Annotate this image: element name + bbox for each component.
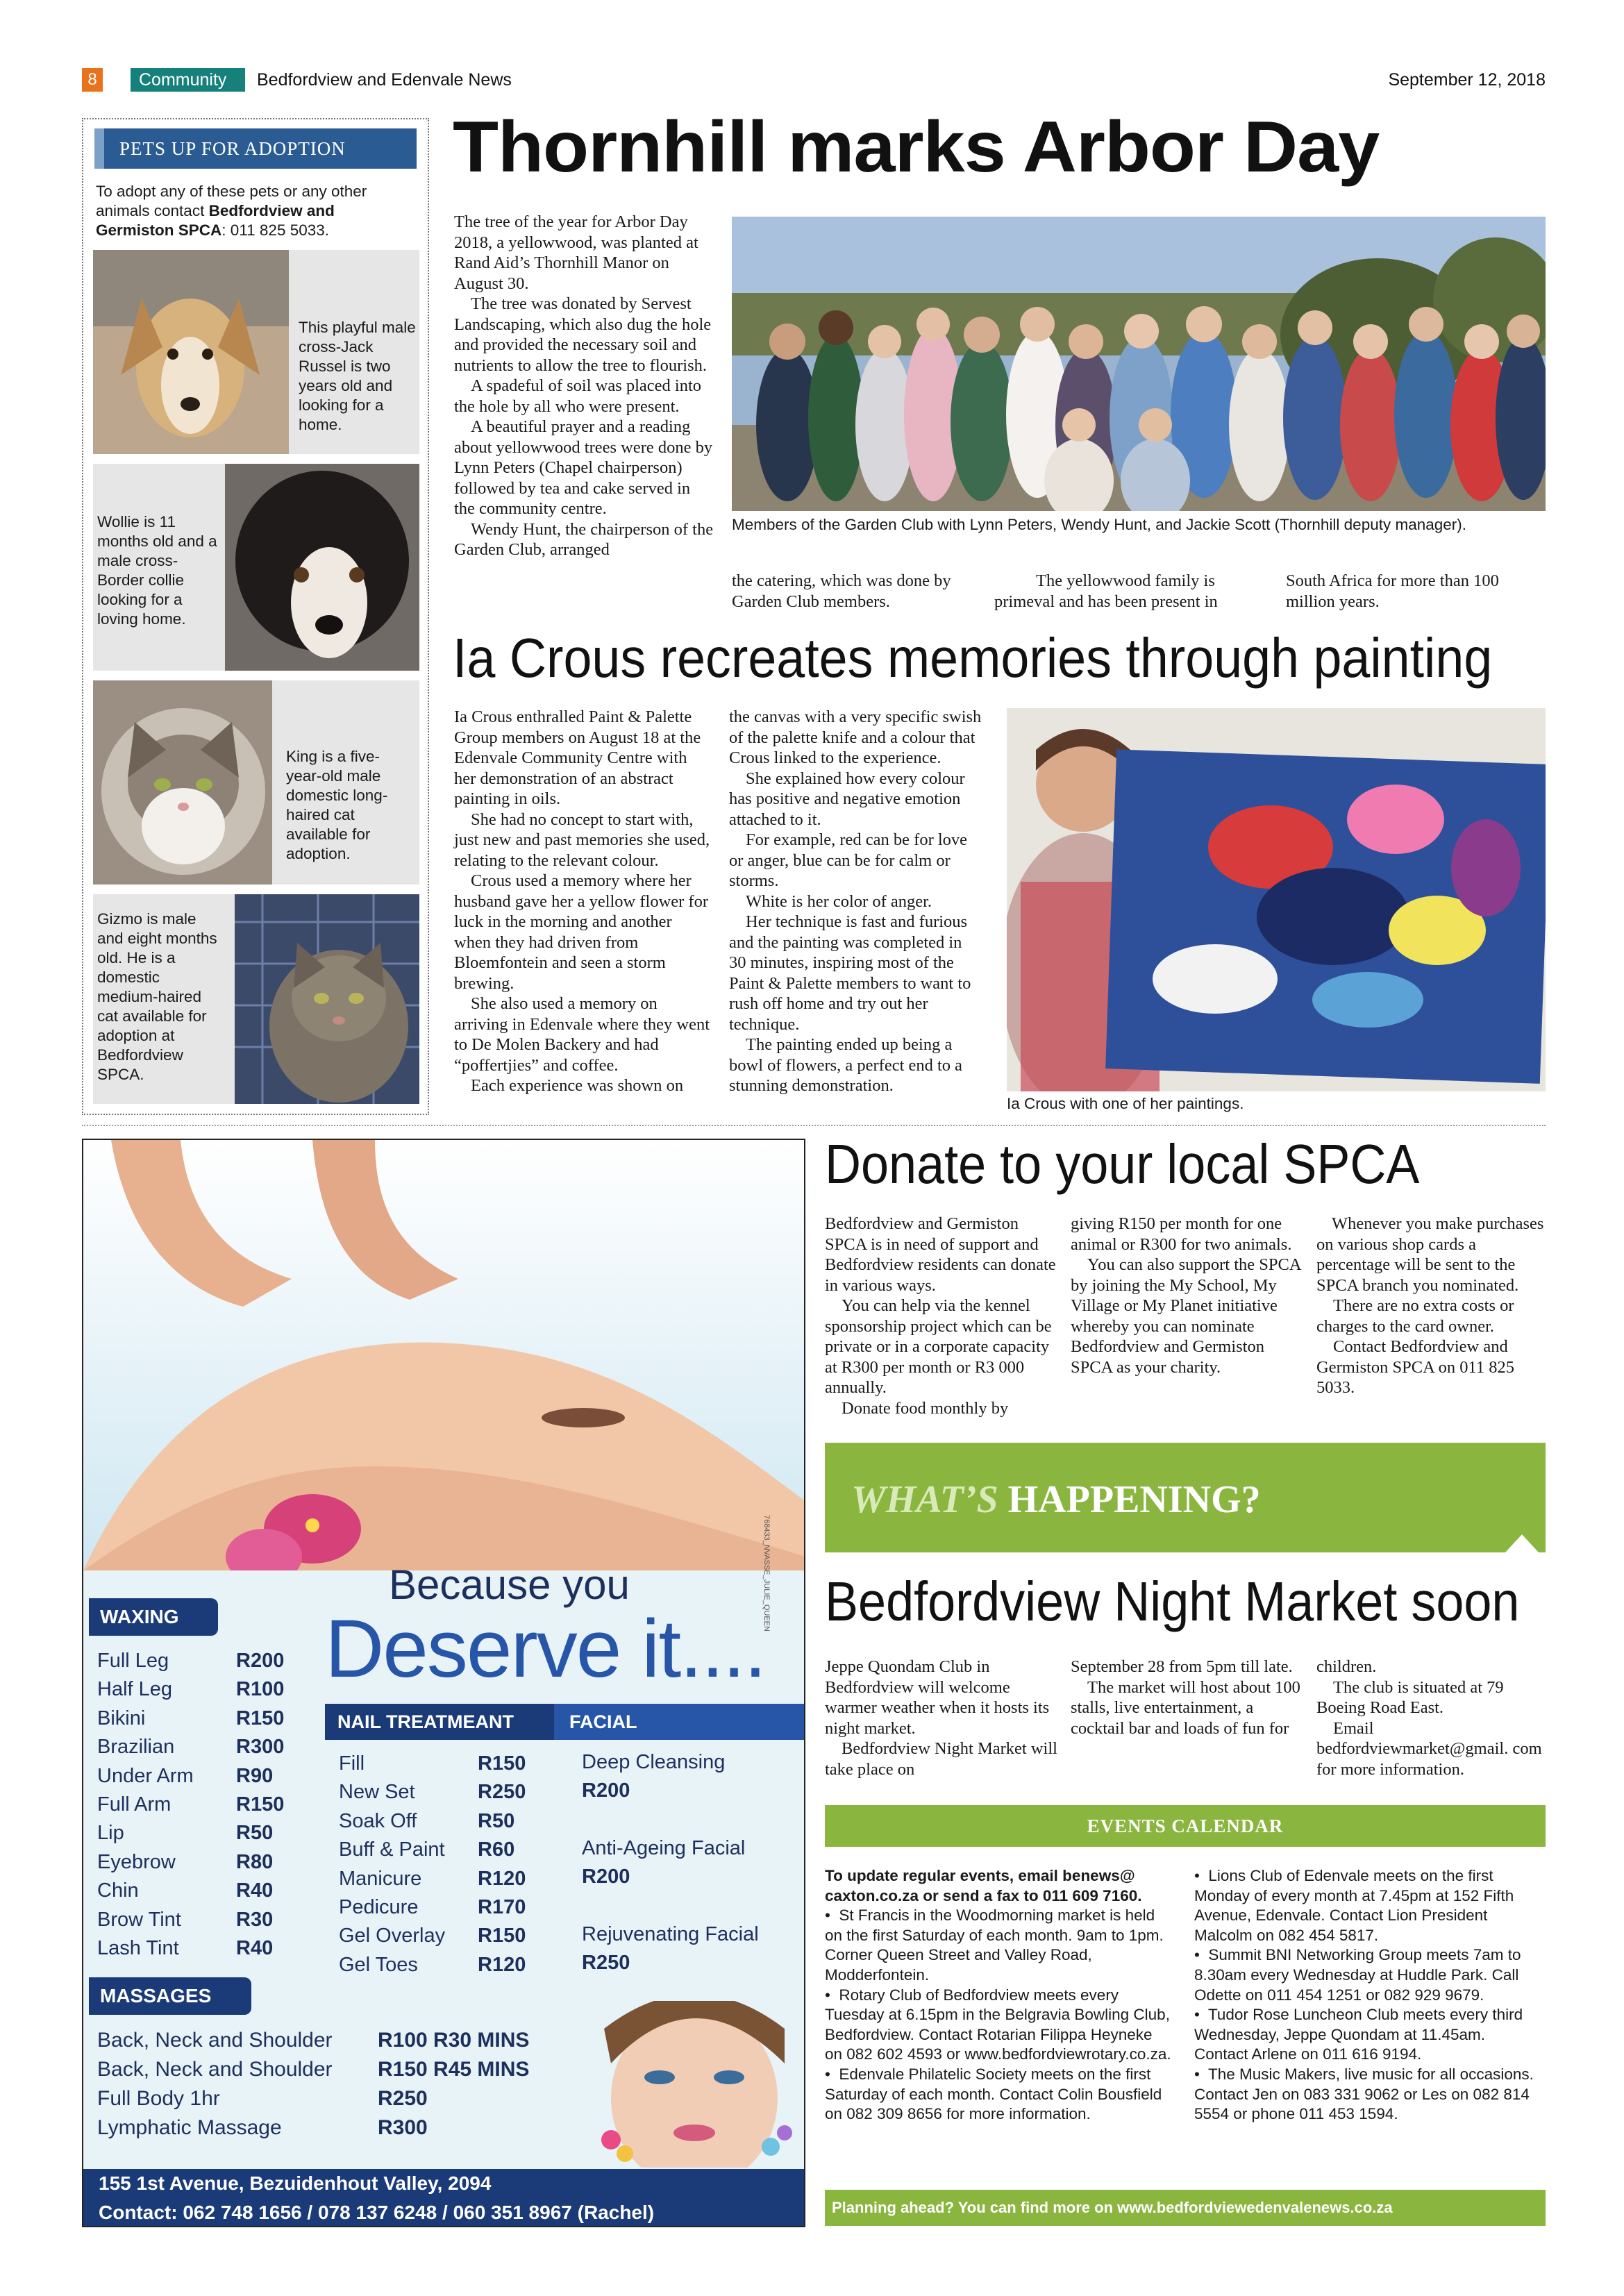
arbor-photo-caption: Members of the Garden Club with Lynn Peters, Wendy Hunt, and Jackie Scott (Thornhill deputy manager). xyxy=(732,516,1467,533)
paragraph: A beautiful prayer and a reading about yellowwood trees were done by Lynn Peters (Chapel chairperson) followed by tea and cake served in the community centre. xyxy=(454,417,713,518)
spacer xyxy=(582,1805,804,1834)
paragraph: September 28 from 5pm till late. xyxy=(1071,1657,1293,1676)
paragraph: Contact Bedfordview and Germiston SPCA on 011 825 5033. xyxy=(1316,1337,1514,1397)
price-row: Half Leg R100 xyxy=(97,1678,285,1701)
crous-column-2 xyxy=(729,707,983,1096)
waxing-list xyxy=(97,1647,326,1963)
paragraph: The club is situated at 79 Boeing Road East. xyxy=(1316,1677,1504,1717)
paragraph: The yellowwood family is primeval and has been present in xyxy=(994,571,1218,611)
collie-photo xyxy=(225,464,419,671)
paragraph: White is her color of anger. xyxy=(746,891,932,911)
pet-caption: This playful male cross-Jack Russel is two years old and looking for a home. xyxy=(299,319,416,433)
price-row: Soak Off R50 xyxy=(339,1809,515,1832)
price-row: Gel Toes R120 xyxy=(339,1953,526,1976)
events-calendar-bar: EVENTS CALENDAR xyxy=(825,1805,1546,1847)
page-number: 8 xyxy=(82,68,103,92)
price-row: Back, Neck and Shoulder R100 R30 MINS xyxy=(97,2029,530,2052)
paragraph: Bedfordview Night Market will take place on xyxy=(825,1739,1057,1779)
facial-item: Rejuvenating Facial xyxy=(582,1923,759,1945)
model-face-illustration xyxy=(583,2001,803,2168)
banner-tab-notch xyxy=(1498,1525,1546,1552)
paragraph: South Africa for more than 100 million years. xyxy=(1286,571,1499,611)
price-row: Buff & Paint R60 xyxy=(339,1838,515,1861)
paragraph: Crous used a memory where her husband gave her a yellow flower for luck in the morning and another when they had driven from Bloemfontein and seen a storm brewing. xyxy=(454,871,709,993)
event-item: • St Francis in the Woodmorning market is held on the first Saturday of each month. 9am to 1pm. Corner Queen Street and Valley Road, Modderfontein. xyxy=(825,1907,1164,1984)
spca-column-1 xyxy=(825,1214,1058,1418)
paragraph: For example, red can be for love or anger, blue can be for calm or storms. xyxy=(729,830,968,890)
paragraph: You can help via the kennel sponsorship project which can be private or in a corporate capacity at R300 per month or R3 000 annually. xyxy=(825,1296,1052,1397)
facial-item: Anti-Ageing Facial xyxy=(582,1837,746,1859)
arbor-headline: Thornhill marks Arbor Day xyxy=(453,107,1380,187)
price-row: Back, Neck and Shoulder R150 R45 MINS xyxy=(97,2058,530,2081)
price-row: Lash Tint R40 xyxy=(97,1937,274,1960)
paragraph: She had no concept to start with, just new and past memories she used, relating to the relevant colour. xyxy=(454,810,710,870)
paragraph: Ia Crous enthralled Paint & Palette Group members on August 18 at the Edenvale Community Centre with her demonstration of an abstract painting in oils. xyxy=(454,707,701,808)
whats-happening-title xyxy=(851,1479,1261,1520)
arbor-column-3 xyxy=(994,571,1244,612)
pet-card xyxy=(93,894,419,1104)
pet-caption: Gizmo is male and eight months old. He is a domestic medium-haired cat available for adoption at Bedfordview SPCA. xyxy=(97,910,217,1083)
spacer xyxy=(582,1891,804,1920)
price-row: Full Body 1hr R250 xyxy=(97,2087,428,2110)
price-row: Brazilian R300 xyxy=(97,1736,285,1759)
pet-card xyxy=(93,464,419,671)
paragraph: Donate food monthly by xyxy=(842,1398,1009,1418)
salon-advertisement xyxy=(82,1139,805,2227)
spa-woman-illustration xyxy=(83,1140,805,1570)
event-item: • Tudor Rose Luncheon Club meets every third Wednesday, Jeppe Quondam at 11.45am. Contact Arlene on 011 616 9194. xyxy=(1194,2006,1523,2063)
spca-column-2 xyxy=(1071,1214,1304,1377)
event-item: • Lions Club of Edenvale meets on the first Monday of every month at 7.45pm at 152 Fifth Avenue, Edenvale. Contact Lion President Malcolm on 082 454 5817. xyxy=(1194,1867,1514,1944)
pets-box xyxy=(82,118,429,1115)
ad-headline-small: Because you xyxy=(389,1561,630,1608)
long-haired-cat-photo xyxy=(93,680,272,885)
market-headline: Bedfordview Night Market soon xyxy=(825,1570,1520,1632)
ia-crous-painting-photo xyxy=(1007,708,1546,1091)
price-row: Eyebrow R80 xyxy=(97,1850,274,1873)
paragraph: Each experience was shown on xyxy=(471,1076,684,1095)
crous-headline: Ia Crous recreates memories through painting xyxy=(453,627,1493,689)
ad-headline-large: Deserve it.... xyxy=(325,1603,766,1695)
paragraph: the catering, which was done by Garden Club members. xyxy=(732,571,951,611)
happening-word: HAPPENING? xyxy=(1007,1478,1261,1521)
price-row: Under Arm R90 xyxy=(97,1764,274,1787)
paragraph: the canvas with a very specific swish of the palette knife and a colour that Crous linked to the experience. xyxy=(729,707,982,767)
whats-happening-banner xyxy=(825,1443,1546,1552)
issue-date: September 12, 2018 xyxy=(1388,70,1546,90)
price-row: Brow Tint R30 xyxy=(97,1908,274,1931)
pet-caption: King is a five-year-old male domestic long-haired cat available for adoption. xyxy=(286,748,388,862)
crous-column-1 xyxy=(454,707,711,1096)
price-row: Bikini R150 xyxy=(97,1707,285,1729)
paragraph: Whenever you make purchases on various shop cards a percentage will be sent to the SPCA branch you nominated. xyxy=(1316,1214,1544,1295)
paragraph: Wendy Hunt, the chairperson of the Garden Club, arranged xyxy=(454,519,714,559)
events-intro: To update regular events, email benews@ caxton.co.za or send a fax to 011 609 7160. xyxy=(825,1867,1142,1904)
paragraph: Jeppe Quondam Club in Bedfordview will welcome warmer weather when it hosts its night market. xyxy=(825,1657,1050,1738)
nail-list xyxy=(339,1750,547,1979)
paragraph: You can also support the SPCA by joining the My School, My Village or My Planet initiative whereby you can nominate Bedfordview and Germiston SPCA as your charity. xyxy=(1071,1255,1301,1377)
paragraph: The tree was donated by Servest Landscaping, which also dug the hole and provided the necessary soil and nutrients to allow the tree to flourish. xyxy=(454,294,712,375)
facial-list xyxy=(582,1748,804,1977)
page-header xyxy=(82,67,1546,94)
crous-photo-caption: Ia Crous with one of her paintings. xyxy=(1007,1095,1244,1112)
price-row: Full Leg R200 xyxy=(97,1650,285,1672)
market-column-3 xyxy=(1316,1657,1546,1779)
arbor-column-4 xyxy=(1286,571,1536,612)
pets-intro: To adopt any of these pets or any other animals contact Bedfordview and Germiston SPCA: 011 825 5033. xyxy=(96,183,367,239)
arbor-column-1 xyxy=(454,212,715,560)
paragraph: There are no extra costs or charges to the card owner. xyxy=(1316,1296,1514,1336)
event-item: • The Music Makers, live music for all occasions. Contact Jen on 083 331 9062 or Les on 082 814 5554 or phone 011 453 1594. xyxy=(1194,2065,1534,2123)
paragraph: The painting ended up being a bowl of flowers, a perfect end to a stunning demonstration. xyxy=(729,1035,963,1095)
massage-list xyxy=(97,2026,569,2143)
events-right-column xyxy=(1194,1866,1541,2125)
price-row: Lymphatic Massage R300 xyxy=(97,2116,428,2139)
facial-price: R200 xyxy=(582,1866,630,1888)
paragraph: Email bedfordviewmarket@gmail. com for more information. xyxy=(1316,1718,1542,1779)
event-item: • Edenvale Philatelic Society meets on the first Saturday of each month. Contact Colin Bousfield on 082 309 8656 for more information. xyxy=(825,2065,1162,2123)
garden-club-photo xyxy=(732,217,1546,511)
paragraph: The market will host about 100 stalls, live entertainment, a cocktail bar and loads of fun for xyxy=(1071,1677,1300,1738)
pet-card xyxy=(93,680,419,885)
tabby-cat-photo xyxy=(235,894,419,1104)
paragraph: The tree of the year for Arbor Day 2018, a yellowwood, was planted at Rand Aid’s Thornhill Manor on August 30. xyxy=(454,212,698,293)
facial-item: Deep Cleansing xyxy=(582,1751,726,1773)
pet-card xyxy=(93,250,419,454)
massages-label: MASSAGES xyxy=(89,1977,251,2015)
pets-title: PETS UP FOR ADOPTION xyxy=(94,128,417,169)
event-item: • Summit BNI Networking Group meets 7am to 8.30am every Wednesday at Huddle Park. Call Odette on 011 454 1251 or 082 929 9679. xyxy=(1194,1946,1521,2004)
pet-caption: Wollie is 11 months old and a male cross-Border collie looking for a loving home. xyxy=(97,513,217,628)
facial-label: FACIAL xyxy=(554,1704,805,1740)
ad-address-bar: 155 1st Avenue, Bezuidenhout Valley, 2094 xyxy=(83,2169,805,2198)
paper-name: Bedfordview and Edenvale News xyxy=(257,70,512,90)
paragraph: Bedfordview and Germiston SPCA is in need of support and Bedfordview residents can donate in various ways. xyxy=(825,1214,1056,1295)
ad-reference-code: 768433_NVASSE_JULIE_QUEEN xyxy=(762,1515,771,1632)
arbor-column-2 xyxy=(732,571,982,612)
price-row: Lip R50 xyxy=(97,1822,274,1845)
paragraph: giving R150 per month for one animal or R300 for two animals. xyxy=(1071,1214,1292,1254)
ad-contact-bar: Contact: 062 748 1656 / 078 137 6248 / 060 351 8967 (Rachel) xyxy=(83,2198,805,2227)
spca-column-3 xyxy=(1316,1214,1546,1398)
facial-price: R250 xyxy=(582,1952,630,1974)
paragraph: She explained how every colour has positive and negative emotion attached to it. xyxy=(729,769,965,829)
paragraph: children. xyxy=(1316,1657,1377,1676)
events-left-column xyxy=(825,1866,1172,2125)
whats-word: WHAT’S xyxy=(851,1478,998,1521)
market-column-1 xyxy=(825,1657,1061,1779)
price-row: Gel Overlay R150 xyxy=(339,1925,526,1947)
paragraph: Her technique is fast and furious and the painting was completed in 30 minutes, inspiring most of the Paint & Palette members to want to rush off home and try out her technique. xyxy=(729,912,971,1034)
section-divider xyxy=(82,1125,1546,1126)
price-row: New Set R250 xyxy=(339,1781,526,1804)
event-item: • Rotary Club of Bedfordview meets every Tuesday at 6.15pm in the Belgravia Bowling Club, Bedfordview. Contact Rotarian Filippa Heyneke on 082 602 4593 or www.bedfordviewrotary.co.za. xyxy=(825,1986,1171,2063)
price-row: Full Arm R150 xyxy=(97,1793,285,1816)
section-tab: Community xyxy=(131,68,245,92)
price-row: Pedicure R170 xyxy=(339,1896,526,1919)
price-row: Manicure R120 xyxy=(339,1867,526,1890)
price-row: Fill R150 xyxy=(339,1752,526,1775)
price-row: Chin R40 xyxy=(97,1879,274,1902)
market-column-2 xyxy=(1071,1657,1307,1738)
spca-headline: Donate to your local SPCA xyxy=(825,1133,1420,1195)
events-footer-bar: Planning ahead? You can find more on www.bedfordviewedenvalenews.co.za xyxy=(825,2190,1546,2226)
dog-photo xyxy=(93,250,289,454)
paragraph: She also used a memory on arriving in Edenvale where they went to De Molen Backery and had “poffertjies” and coffee. xyxy=(454,994,710,1075)
waxing-label: WAXING xyxy=(89,1598,218,1636)
nail-treatment-label: NAIL TREATMEANT xyxy=(325,1704,554,1740)
paragraph: A spadeful of soil was placed into the hole by all who were present. xyxy=(454,376,702,416)
facial-price: R200 xyxy=(582,1779,630,1802)
